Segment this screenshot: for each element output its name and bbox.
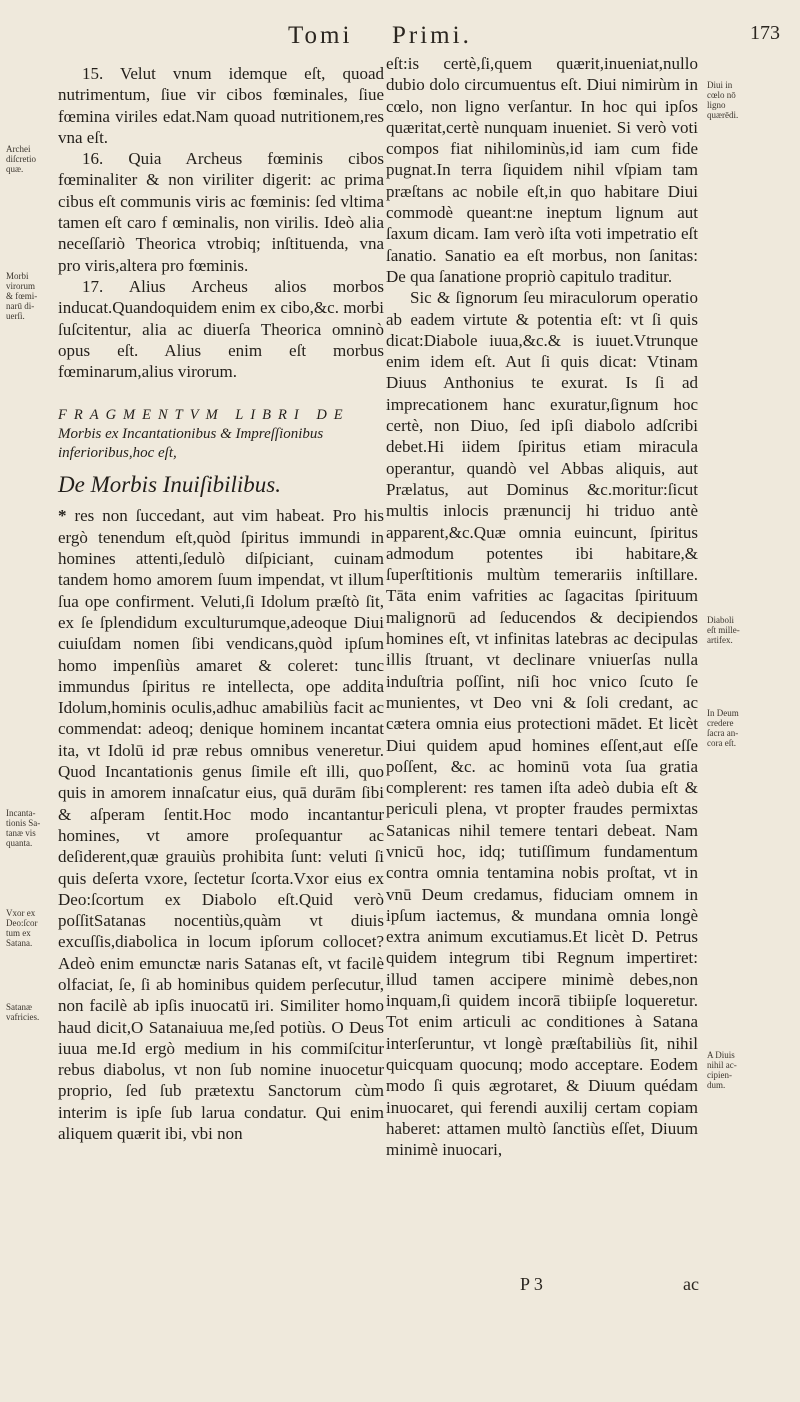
margin-note-vxor: Vxor ex Deo:ſcor tum ex Satana. [6,908,38,948]
margin-note-a-diuis: A Diuis nihil ac- cipien- dum. [707,1050,737,1090]
fragment-heading: De Morbis Inuiſibilibus. [58,472,281,498]
right-paragraph-2: Sic & ſignorum ſeu miraculorum operatio ab eadem virtute & potentia eſt: vt ſi quis dicat:Diabole iuua,&c.& is iuuet.Vtrunque enim idem eſt. Aut ſi quis dicat: Vtinam Diuus Anthonius te exurat. Is ſi ad imprecationem hanc exuratur,ſignum hoc certè, non Diuo, ſed ipſi diabolo adſcribi debet.Hi iidem ſpiritus etiam miracula operantur, quandò vel Abbas aliquis, aut Prælatus, aut Dominus &c.moritur:ſicut multis inlocis prænuncij hi triduo antè apparent,&c.Quæ omnia euincunt, ſpiritus admodum potentes ibi habitare,& ſuperſtitionis multùm temerariis inſtillare. Tāta enim vafrities ac ſagacitas ſpirituum malignorū ad ſeducendos & decipiendos homines eſt, vt infinitas latebras ac decipulas illis ſtruant, vt declinare vniuerſas nulla induſtria poſſint, niſi hoc vnico ſcuto ſe munientes, vt Deo vni & ſoli credant, ac cætera omnia eius protectioni mādet. Et licèt Diui quidem apud homines eſſent,aut eſſe poſſent, &c. ac hominū vota ſua gratia complerent: res tamen iſta adeò dubia eſt & periculi plena, vt propter fraudes permixtas Satanicas nihil temere tentari debeat. Nam vnicū hoc, idq; tutiſſimum fundamentum contra omnia tentamina nobis proſtat, vt in vnū Deum credamus, fiduciam omnem in ipſum iactemus, & mundana omnia longè extra animum excutiamus.Et licèt D. Petrus quidem integrum tibi Regnum impertiret: illud tamen accipere minimè debes,non inquam,ſi quidem incorā tibiipſe loqueretur. Tot enim articuli ac conditiones à Satana interſeruntur, vt longè præſtabiliùs ſit, nihil quicquam quocunq; modo acceptare. Eodem modo ſi quis ægrotaret, & Diuum quédam inuocaret, qui ferendi auxilij certam copiam haberet: attamen multò ſanctiùs eſſet, Diuum minimè inuocari, [386,288,698,1160]
margin-note-incantationis: Incanta- tionis Sa- tanæ vis quanta. [6,808,41,848]
running-header [0,22,800,56]
margin-note-diaboli: Diaboli eſt mille- artifex. [707,615,740,645]
margin-note-in-deum: In Deum credere ſacra an- cora eſt. [707,708,739,748]
paragraph-16: 16. Quia Archeus fœminis cibos fœminaliter & non viriliter digerit: ac prima cibus eſt communis viris ac fœminis: ſed vltima tamen eſt caro f œminalis, non virilis. Ideò alia neceſſariò Theorica vtrobiq; inſtituenda, vna pro viris,altera pro fœminis. [58,149,384,275]
margin-note-morbi: Morbi virorum & fœmi- narū di- uerſi. [6,271,38,321]
left-column [58,63,384,1144]
paragraph-17: 17. Alius Archeus alios morbos inducat.Quandoquidem enim ex cibo,&c. morbi ſuſcitentur, alia ac diuerſa Theorica omninò opus eſt. Alius enim eſt morbus fœminarum,alius virorum. [58,276,384,382]
running-head-left: Tomi [288,22,353,49]
margin-note-satanae: Satanæ vafricies. [6,1002,40,1022]
fragment-heading-block [58,406,384,499]
right-column [386,53,698,1160]
running-head-right: Primi. [392,22,472,49]
fragment-subtitle: Morbis ex Incantationibus & Impreſſionibus inferioribus,hoc eſt, [58,426,324,462]
signature-mark: P 3 [520,1274,543,1294]
paragraph-15: 15. Velut vnum idemque eſt, quoad nutrimentum, ſiue vir cibos fœminales, ſiue fœmina viriles edat.Nam quoad nutritionem,res vna eſt. [58,64,384,147]
asterisk-mark: * [58,506,67,526]
right-paragraph-1: eſt:is certè,ſi,quem quærit,inueniat,nullo dubio dolo circumuentus eſt. Diui nimirùm in cœlo, non ligno verſantur. In hoc qui ipſos quæritat,certè nunquam inueniet. Si verò voti compos fiat nihilominùs,id iam cum fide pugnat.In terra ſiquidem nihil vſpiam tam præſtans ac nobile eſt,in quo habitare Diui commodè queant:ne ineptum lignum aut ſaxum dicam. Iam verò iſta voti impetratio eſt ſanatio. Sanatio ea eſt morbus, non ſanitas: De qua ſanatione propriò capitulo traditur. [386,54,698,286]
fragment-paragraph [58,505,384,1144]
margin-note-diui: Diui in cœlo nō ligno quærēdi. [707,80,739,120]
catchword: ac [683,1274,699,1294]
page-number: 173 [750,22,780,44]
margin-note-archei: Archei diſcretio quæ. [6,144,36,174]
fragment-text: res non ſuccedant, aut vim habeat. Pro his ergò tenendum eſt,quòd ſpiritus immundi in homines attenti,ſedulò diſpiciant, cuinam tandem homo amorem ſuum impendat, vt illum ſua ope confirment. Veluti,ſi Idolum præſtò ſit, ex ſe ſplendidum exculturumque,adeoque Diui cuiuſdam nomen ſibi vendicans,quòd ipſum homo impenſiùs amaret & coleret: tunc immundus ſpiritus re intellecta, ope addita Idolum,hominis oculis,adhuc amabiliùs facit ac commendat: adeoq; denique hominem incantat ita, vt Idolū id præ rebus omnibus veneretur. Quod Incantationis genus ſimile eſt illi, quo quis in amorem innaſcatur eius, quā durām ſibi & aſperam ſentit.Hoc modo incantantur homines, vt amore proſequantur ac deſiderent,quæ grauiùs prohibita ſunt: veluti ſi quis deſerta vxore, ſectetur ſcorta.Vxor eius ex Deo:ſcortum ex Diabolo eſt.Quid verò poſſitSatanas nocentiùs,quàm vt diuis excuſſis,diabolica in locum ipſorum collocet? Adeò enim emunctæ naris Satanas eſt, vt facilè olfaciat, ſe, ſi ab hominibus quidem perſecutur, non facilè ab ipſis inuocatū iri. Similiter homo haud dicit,O Satanaiuua me,ſed potiùs. O Deus iuua me.Id ergò medium in his commiſcitur rebus diabolus, vt non ſub nomine inuocetur proprio, ſed ſub prætextu Sanctorum cùm interim is ipſe ſub larua condatur. Qui enim aliquem quærit ibi, vbi non [58,506,385,1144]
fragment-title: FRAGMENTVM LIBRI DE [58,407,350,424]
